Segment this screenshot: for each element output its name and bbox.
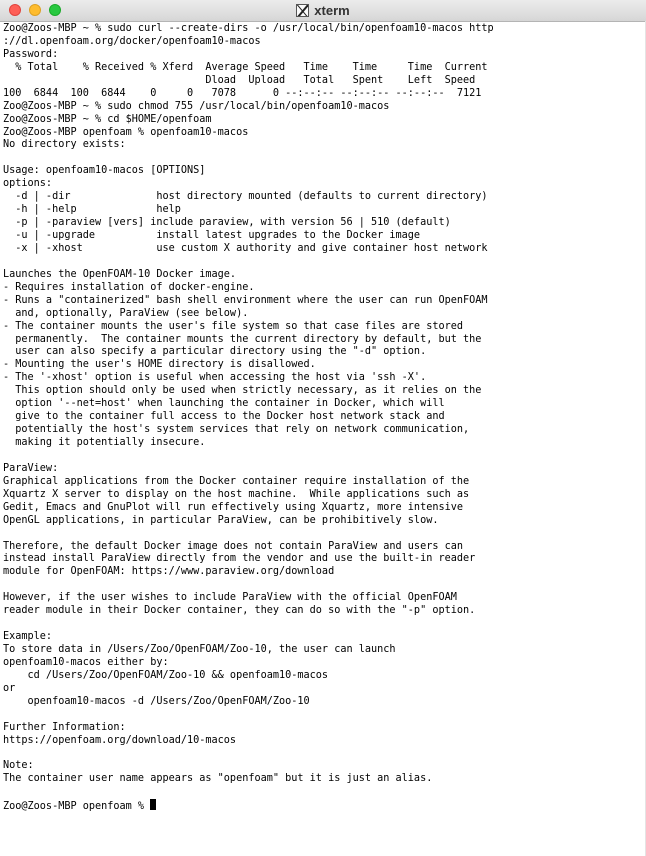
terminal-line: Further Information: — [3, 721, 126, 733]
terminal-line: % Total % Received % Xferd Average Speed Time Time Time Current — [3, 61, 488, 73]
window-title: xterm — [314, 3, 350, 18]
terminal-line: -p | -paraview [vers] include paraview, with version 56 | 510 (default) — [3, 217, 451, 229]
terminal-line: Graphical applications from the Docker container require installation of the — [3, 475, 470, 487]
terminal-output[interactable] — [3, 23, 643, 856]
text-cursor — [150, 799, 156, 810]
terminal-line: give to the container full access to the Docker host network stack and — [3, 411, 445, 423]
shell-prompt: Zoo@Zoos-MBP openfoam % — [3, 801, 151, 813]
terminal-line: 100 6844 100 6844 0 0 7078 0 --:--:-- --:--:-- --:--:-- 7121 — [3, 87, 482, 99]
terminal-line: Usage: openfoam10-macos [OPTIONS] — [3, 165, 206, 177]
terminal-line: Dload Upload Total Spent Left Speed — [3, 74, 476, 86]
terminal-line: permanently. The container mounts the current directory by default, but the — [3, 333, 482, 345]
terminal-line — [3, 528, 643, 541]
terminal-line: The container user name appears as "openfoam" but it is just an alias. — [3, 773, 433, 785]
terminal-line: ParaView: — [3, 462, 59, 474]
terminal-line: ://dl.openfoam.org/docker/openfoam10-macos — [3, 35, 261, 47]
terminal-line: openfoam10-macos either by: — [3, 656, 169, 668]
terminal-line: Zoo@Zoos-MBP ~ % sudo curl --create-dirs -o /usr/local/bin/openfoam10-macos http — [3, 23, 494, 34]
terminal-line: user can also specify a particular directory using the "-d" option. — [3, 346, 427, 358]
terminal-line: OpenGL applications, in particular ParaView, can be prohibitively slow. — [3, 514, 439, 526]
terminal-line: making it potentially insecure. — [3, 437, 206, 448]
terminal-line: Zoo@Zoos-MBP ~ % cd $HOME/openfoam — [3, 113, 212, 125]
terminal-line: Zoo@Zoos-MBP openfoam % openfoam10-macos — [3, 126, 249, 138]
terminal-line: This option should only be used when strictly necessary, as it relies on the — [3, 385, 482, 397]
terminal-line: and, optionally, ParaView (see below). — [3, 307, 249, 319]
terminal-line — [3, 579, 643, 592]
window-title-group — [0, 0, 646, 21]
terminal-line: Xquartz X server to display on the host machine. While applications such as — [3, 488, 470, 500]
terminal-line: potentially the host's system services that rely on network communication, — [3, 424, 470, 436]
terminal-line: openfoam10-macos -d /Users/Zoo/OpenFOAM/Zoo-10 — [3, 695, 310, 707]
terminal-line: Launches the OpenFOAM-10 Docker image. — [3, 268, 237, 280]
terminal-line: https://openfoam.org/download/10-macos — [3, 734, 237, 746]
terminal-line: -d | -dir host directory mounted (defaults to current directory) — [3, 191, 488, 203]
terminal-line: To store data in /Users/Zoo/OpenFOAM/Zoo-10, the user can launch — [3, 644, 396, 655]
terminal-line: Password: — [3, 48, 59, 60]
terminal-line: cd /Users/Zoo/OpenFOAM/Zoo-10 && openfoam10-macos — [3, 669, 329, 681]
terminal-line: Zoo@Zoos-MBP ~ % sudo chmod 755 /usr/local/bin/openfoam10-macos — [3, 100, 390, 112]
terminal-line — [3, 450, 643, 463]
terminal-line: -u | -upgrade install latest upgrades to the Docker image — [3, 230, 421, 241]
terminal-line: However, if the user wishes to include ParaView with the official OpenFOAM — [3, 592, 457, 604]
terminal-line: -h | -help help — [3, 204, 181, 216]
terminal-line: - The '-xhost' option is useful when accessing the host via 'ssh -X'. — [3, 372, 427, 384]
title-bar[interactable] — [0, 0, 646, 22]
terminal-line: Example: — [3, 631, 53, 643]
terminal-line — [3, 152, 643, 165]
terminal-line: module for OpenFOAM: https://www.paraview.org/download — [3, 566, 335, 578]
terminal-line: - Requires installation of docker-engine. — [3, 281, 255, 293]
terminal-line: -x | -xhost use custom X authority and give container host network — [3, 242, 488, 254]
terminal-line: - The container mounts the user's file system so that case files are stored — [3, 320, 464, 332]
terminal-line: reader module in their Docker container, they can do so with the "-p" option. — [3, 605, 476, 617]
terminal-line: Therefore, the default Docker image does not contain ParaView and users can — [3, 540, 464, 552]
terminal-line — [3, 786, 643, 799]
terminal-line: Gedit, Emacs and GnuPlot will run effectively using Xquartz, more intensive — [3, 501, 464, 513]
terminal-line: options: — [3, 178, 53, 190]
terminal-line: instead install ParaView directly from the vendor and use the built-in reader — [3, 553, 476, 565]
terminal-line: option '--net=host' when launching the container in Docker, which will — [3, 398, 445, 410]
terminal-line: No directory exists: — [3, 139, 126, 151]
command-prompt-line[interactable] — [3, 799, 643, 812]
terminal-line — [3, 256, 643, 269]
terminal-line: or — [3, 682, 16, 694]
terminal-line — [3, 748, 643, 761]
terminal-line: - Runs a "containerized" bash shell environment where the user can run OpenFOAM — [3, 294, 488, 306]
terminal-line — [3, 618, 643, 631]
terminal-line: - Mounting the user's HOME directory is disallowed. — [3, 359, 316, 371]
x11-logo-icon — [296, 4, 309, 17]
terminal-line — [3, 709, 643, 722]
terminal-line: Note: — [3, 760, 34, 772]
